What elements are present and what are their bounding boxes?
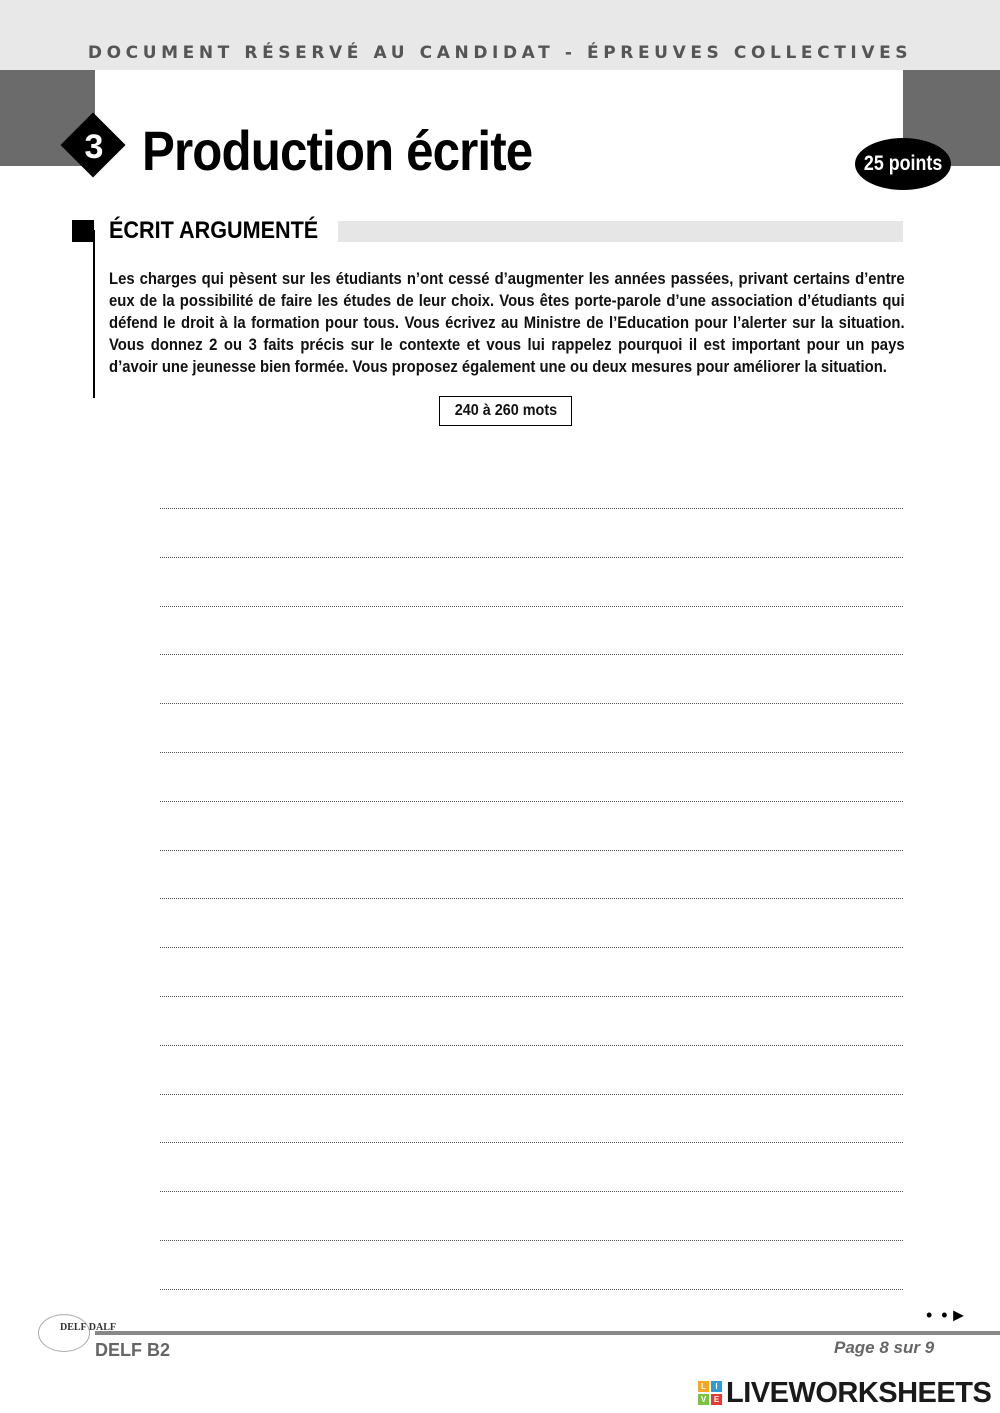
writing-line[interactable] xyxy=(160,654,903,655)
writing-line[interactable] xyxy=(160,1191,903,1192)
section-rule xyxy=(93,230,95,398)
footer-page-number: Page 8 sur 9 xyxy=(834,1338,935,1357)
brand-tile: I xyxy=(711,1381,722,1392)
writing-line[interactable] xyxy=(160,1240,903,1241)
page-title: Production écrite xyxy=(142,119,533,182)
writing-line[interactable] xyxy=(160,1142,903,1143)
points-badge xyxy=(855,138,951,190)
writing-line[interactable] xyxy=(160,703,903,704)
writing-line[interactable] xyxy=(160,898,903,899)
word-count-box xyxy=(439,396,572,426)
instructions-text: Les charges qui pèsent sur les étudiants n’ont cessé d’augmenter les années passées, privant certains d’entre eux de la possibilité de faire les études de leur choix. Vous êtes porte-parole d’une association d’étudiants qui défend le droit à la formation pour tous. Vous écrivez au Ministre de l’Education pour l’alerter sur la situation. Vous donnez 2 ou 3 faits précis sur le contexte et vous lui rappelez pourquoi il est important pour un pays d’avoir une jeunesse bien formée. Vous proposez également une ou deux mesures pour améliorer la situation. xyxy=(109,270,905,376)
writing-line[interactable] xyxy=(160,850,903,851)
points-label: 25 points xyxy=(863,152,943,175)
writing-line[interactable] xyxy=(160,996,903,997)
section-title: ÉCRIT ARGUMENTÉ xyxy=(109,217,319,244)
brand-tile: E xyxy=(711,1394,722,1405)
exercise-number: 3 xyxy=(84,128,104,166)
writing-line[interactable] xyxy=(160,1094,903,1095)
writing-area[interactable] xyxy=(160,490,903,1290)
document-banner: DOCUMENT RÉSERVÉ AU CANDIDAT - ÉPREUVES COLLECTIVES xyxy=(87,43,913,63)
section-marker xyxy=(72,220,94,242)
writing-line[interactable] xyxy=(160,801,903,802)
logo-text: DELF DALF xyxy=(60,1322,117,1333)
delf-dalf-logo-icon xyxy=(38,1314,90,1352)
writing-line[interactable] xyxy=(160,1289,903,1290)
footer-rule xyxy=(95,1331,1000,1335)
writing-line[interactable] xyxy=(160,947,903,948)
writing-line[interactable] xyxy=(160,606,903,607)
writing-line[interactable] xyxy=(160,508,903,509)
footer-level: DELF B2 xyxy=(95,1340,171,1360)
writing-line[interactable] xyxy=(160,557,903,558)
brand-tile: V xyxy=(698,1394,709,1405)
next-page-arrow-icon: • •► xyxy=(926,1305,970,1325)
section-title-bar xyxy=(338,221,903,242)
liveworksheets-brand xyxy=(698,1376,991,1410)
liveworksheets-wordmark: LIVEWORKSHEETS xyxy=(726,1376,992,1409)
word-count-label: 240 à 260 mots xyxy=(454,402,557,419)
writing-line[interactable] xyxy=(160,752,903,753)
liveworksheets-logo-icon xyxy=(698,1381,722,1405)
brand-tile: L xyxy=(698,1381,709,1392)
writing-line[interactable] xyxy=(160,1045,903,1046)
